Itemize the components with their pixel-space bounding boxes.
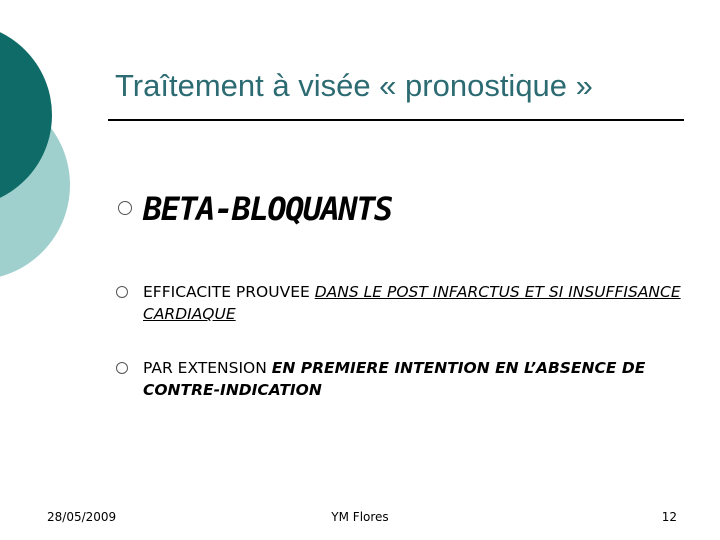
- sub-bullet-emphasis: DANS LE POST INFARCTUS ET SI INSUFFISANCE CARDIAQUE: [143, 283, 681, 323]
- sub-bullet-emphasis: EN PREMIERE INTENTION EN L’ABSENCE DE CONTRE-INDICATION: [143, 359, 646, 399]
- sub-bullet-prefix: PAR EXTENSION: [143, 359, 272, 377]
- sub-bullet-extension: [143, 357, 693, 401]
- main-bullet-heading: BETA-BLOQUANTS: [143, 190, 392, 228]
- footer-date: 28/05/2009: [47, 510, 117, 524]
- decorative-circles: [0, 0, 80, 290]
- footer-author: YM Flores: [331, 510, 389, 524]
- footer-page-number: 12: [661, 510, 677, 524]
- title-divider: [108, 119, 684, 121]
- bullet-circle-icon: [118, 201, 132, 215]
- bullet-circle-icon: [116, 362, 128, 374]
- slide-title: Traîtement à visée « pronostique »: [115, 68, 593, 103]
- sub-bullet-efficacite: [143, 281, 693, 325]
- bullet-circle-icon: [116, 286, 128, 298]
- sub-bullet-prefix: EFFICACITE PROUVEE: [143, 283, 315, 301]
